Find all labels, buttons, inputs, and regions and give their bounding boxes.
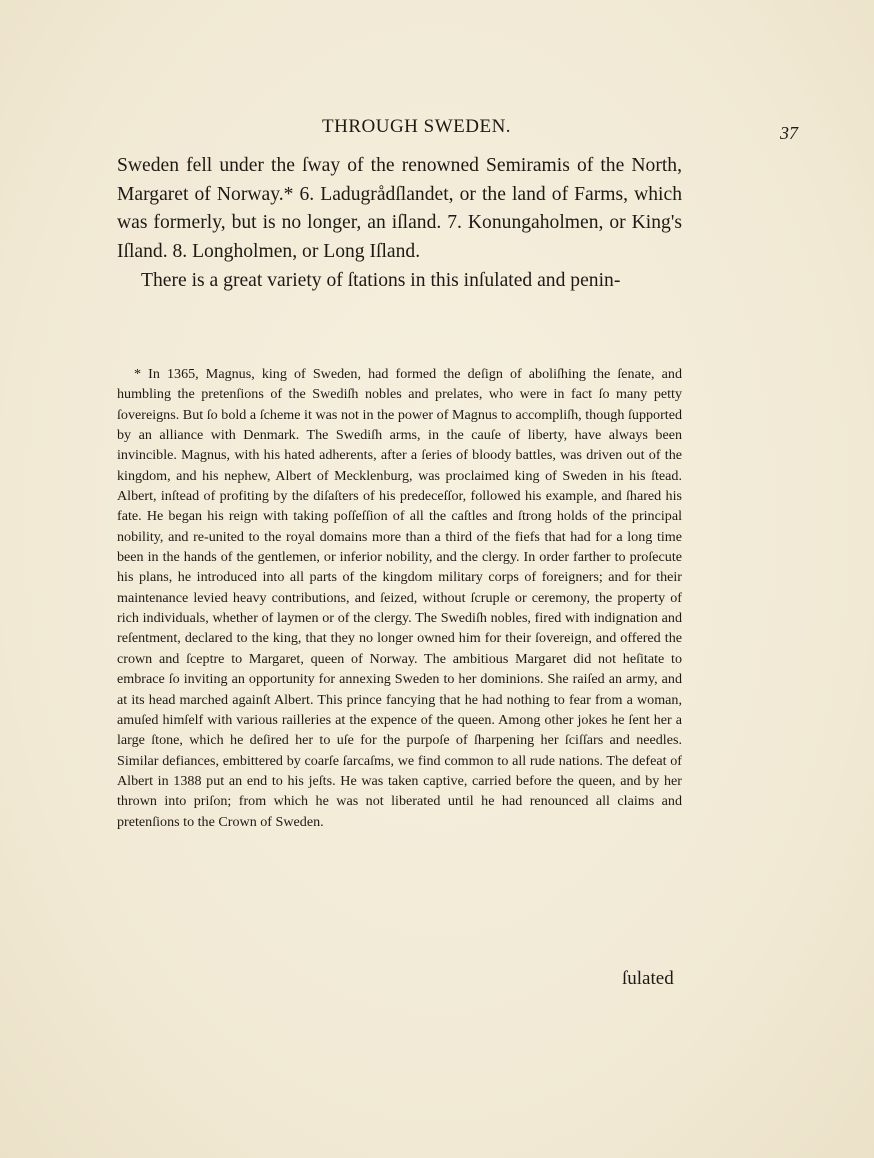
body-paragraph: There is a great variety of ſtations in this inſulated and penin-: [141, 269, 621, 291]
body-paragraph: Sweden fell under the ſway of the renowned Semiramis of the North, Margaret of Norway.* 6. Ladugrådſlandet, or the land of Farms, which was formerly, but is no longer, an iſland. 7. Konungaholmen, or King's Iſland. 8. Longholmen, or Long Iſland.: [117, 155, 682, 263]
catchword: ſulated: [622, 968, 674, 989]
page-number: 37: [780, 123, 798, 143]
running-head: [0, 116, 874, 143]
running-title: THROUGH SWEDEN.: [322, 116, 512, 137]
main-text: [117, 152, 682, 296]
footnote: * In 1365, Magnus, king of Sweden, had formed the deſign of aboliſhing the ſenate, and humbling the pretenſions of the Swediſh nobles and prelates, who were in fact ſo many petty ſovereigns. But ſo bold a ſcheme it was not in the power of Magnus to accompliſh, though ſupported by an alliance with Denmark. The Swediſh arms, in the cauſe of liberty, have always been invincible. Magnus, with his hated adherents, after a ſeries of bloody battles, was driven out of the kingdom, and his nephew, Albert of Mecklenburg, was proclaimed king of Sweden in his ſtead. Albert, inſtead of profiting by the diſaſters of his predeceſſor, followed his example, and ſhared his fate. He began his reign with taking poſſeſſion of all the caſtles and ſtrong holds of the principal nobility, and re-united to the royal domains more than a third of the fiefs that had for a long time been in the hands of the gentlemen, or inferior nobility, and the clergy. In order farther to proſecute his plans, he introduced into all parts of the kingdom military corps of foreigners; and for their maintenance levied heavy contributions, and ſeized, without ſcruple or ceremony, the property of rich individuals, whether of laymen or of the clergy. The Swediſh nobles, fired with indignation and reſentment, declared to the king, that they no longer owned him for their ſovereign, and offered the crown and ſceptre to Margaret, queen of Norway. The ambitious Margaret did not heſitate to embrace ſo inviting an opportunity for annexing Sweden to her dominions. She raiſed an army, and at its head marched againſt Albert. This prince fancying that he had nothing to fear from a woman, amuſed himſelf with various railleries at the expence of the queen. Among other jokes he ſent her a large ſtone, which he deſired her to uſe for the purpoſe of ſharpening her ſciſſars and needles. Similar defiances, embittered by coarſe ſarcaſms, we find common to all rude nations. The defeat of Albert in 1388 put an end to his jeſts. He was taken captive, carried before the queen, and by her thrown into priſon; from which he was not liberated until he had renounced all claims and pretenſions to the Crown of Sweden.: [117, 366, 682, 830]
